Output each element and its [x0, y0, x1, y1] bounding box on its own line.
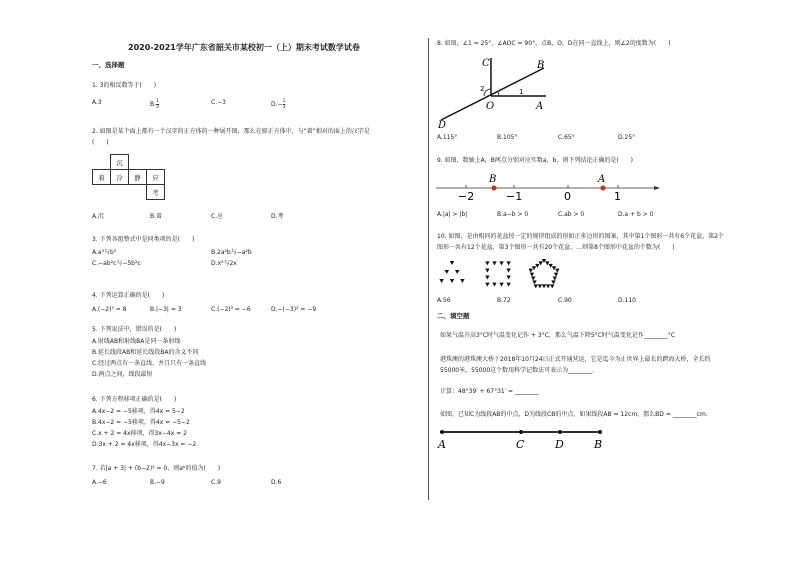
flower-pot-icon — [553, 277, 557, 281]
q2-option-a: A.沉 — [92, 213, 104, 220]
q7-option-c: C.9 — [211, 479, 221, 486]
q10-stem: 10. 如图，是由相同的花盆按一定的规律组成的形如正多边形的图案，其中第1个图形一共有6个花盆，第2个 — [437, 233, 724, 240]
flower-pot-icon — [531, 277, 535, 281]
cube-face-4: 应 — [147, 170, 165, 185]
q14-label-c: C — [516, 438, 525, 451]
q8-label-c: C — [482, 58, 490, 69]
q9-option-c: C.ab > 0 — [558, 211, 585, 218]
q8-label-b: B — [537, 60, 545, 71]
q14-label-d: D — [555, 438, 564, 451]
flower-pot-icon — [460, 279, 464, 283]
q8-label-d: D — [438, 120, 447, 131]
page-title: 2020-2021学年广东省韶关市某校初一（上）期末考试数学试卷 — [128, 43, 360, 52]
q3-option-a: A.a³与b³ — [92, 249, 117, 256]
q6-option-c: C.x + 2 = 4x移项，得3x−4x = 2 — [92, 430, 187, 437]
q8-label-a: A — [536, 101, 544, 112]
q2-option-b: B.着 — [150, 213, 163, 220]
section-choice-heading: 一、选择题 — [92, 61, 125, 69]
flower-pot-icon — [485, 283, 489, 287]
q9-label-a: A — [598, 174, 606, 185]
q10-pattern-figure — [436, 258, 566, 290]
flower-pot-icon — [506, 268, 510, 272]
q3-stem: 3. 下列各组整式中是同类项的是( ) — [92, 236, 195, 243]
flower-pot-icon — [546, 284, 550, 288]
q14-label-b: B — [594, 438, 603, 451]
flower-pot-icon — [554, 273, 558, 277]
flower-pot-icon — [550, 284, 554, 288]
flower-pot-icon — [492, 283, 496, 287]
flower-pot-icon — [530, 273, 534, 277]
flower-pot-icon — [532, 280, 536, 284]
q5-option-d: D.两点之间，线段最短 — [92, 371, 153, 378]
q8-label-1: 1 — [519, 88, 524, 96]
cube-net — [92, 154, 165, 200]
flower-pot-icon — [499, 283, 503, 287]
q5-option-a: A.射线AB和射线BA是同一条射线 — [92, 338, 181, 345]
flower-pot-icon — [551, 280, 555, 284]
q9-point-a — [600, 185, 605, 190]
q1-option-d: D.− $\frac{1}{3}$ — [271, 99, 286, 110]
q8-option-b: B.105° — [497, 134, 518, 141]
section-fill-heading: 二、填空题 — [437, 312, 470, 320]
cube-face-2: 冷 — [111, 170, 129, 185]
q8-option-d: D.25° — [618, 134, 636, 141]
column-divider — [428, 38, 429, 500]
q3-option-d: D.x²与2x — [211, 260, 237, 267]
q7-stem: 7. 若|a + 3| + (b−2)² = 0，则aᵇ的值为( ) — [92, 465, 221, 472]
flower-pot-icon — [506, 283, 510, 287]
q9-point-b — [491, 185, 496, 190]
q9-option-d: D.a + b > 0 — [618, 211, 654, 218]
cube-face-1: 着 — [93, 170, 111, 185]
flower-pot-icon — [485, 261, 489, 265]
q12-text: 港珠澳的港珠澳大桥于2018年10月24日正式开通营运，它是迄今为止世界上最长的跨海大桥，全长约 — [440, 356, 711, 363]
q6-option-b: B.4x−2 = −5移项，得4x = −5−2 — [92, 419, 190, 426]
q4-option-a: A.(−2)³ = 8 — [92, 306, 127, 313]
q9-label-b: B — [489, 174, 497, 185]
flower-pot-icon — [555, 269, 559, 273]
flower-pot-icon — [548, 264, 552, 268]
q2-stem-paren: ( ) — [92, 139, 109, 146]
q10-option-c: C.90 — [558, 297, 572, 304]
q2-option-d: D.考 — [271, 213, 284, 220]
q14-text: 如图，已知C为线段AB的中点，D为线段CB的中点，如果线段AB = 12cm，那么BD = ________cm. — [440, 411, 708, 418]
q10-option-b: B.72 — [497, 297, 511, 304]
q10-stem-cont: 图形一共有12个花盆，第3个图形一共有20个花盆，…则第8个图形中花盆的个数为( ) — [437, 244, 675, 251]
flower-pot-icon — [492, 261, 496, 265]
flower-pot-icon — [450, 261, 454, 265]
flower-pot-icon — [542, 284, 546, 288]
q11-text: 如果气温升高3°C时气温变化记作 + 3°C，那么气温下降5°C时气温变化记作________°C — [440, 332, 676, 339]
flower-pot-icon — [535, 264, 539, 268]
q12-text-cont: 55000米，55000这个数用科学记数法可表示为________. — [440, 367, 595, 374]
q9-tick-1: 1 — [614, 190, 621, 203]
q5-option-c: C.经过两点有一条直线，并且只有一条直线 — [92, 360, 207, 367]
q9-option-a: A.|a| > |b| — [437, 211, 468, 218]
flower-pot-icon — [528, 269, 532, 273]
flower-pot-icon — [545, 261, 549, 265]
q5-option-b: B.延长线段AB和延长线段BA的含义不同 — [92, 349, 199, 356]
flower-pot-icon — [534, 284, 538, 288]
q4-option-c: C.(−2)³ = −6 — [211, 306, 251, 313]
flower-pot-icon — [538, 284, 542, 288]
q1-option-a: A.3 — [92, 99, 102, 106]
q10-option-a: A.56 — [437, 297, 451, 304]
q4-option-d: D.−(−3)² = −9 — [271, 306, 317, 313]
q1-stem: 1. 3的相反数等于( ) — [92, 82, 157, 89]
q8-label-o: O — [486, 101, 495, 112]
q9-tick-0: 0 — [564, 190, 571, 203]
q9-tick-m1: −1 — [506, 190, 523, 203]
flower-pot-icon — [532, 266, 536, 270]
q3-option-b: B.2a²b与−a²b — [211, 249, 252, 256]
flower-pot-icon — [439, 279, 443, 283]
q8-label-2: 2 — [480, 85, 485, 93]
q8-stem: 8. 如图，∠1 = 25°，∠AOC = 90°，点B，O，D在同一直线上，则∠2的度数为( ) — [437, 40, 671, 47]
cube-face-3: 静 — [129, 170, 147, 185]
flower-pot-icon — [499, 261, 503, 265]
q6-option-d: D.3x + 2 = 4x移项，得4x−3x = −2 — [92, 441, 197, 448]
flower-pot-icon — [538, 261, 542, 265]
q8-angle-figure — [436, 52, 556, 131]
q9-tick-m2: −2 — [458, 190, 475, 203]
q1-option-c: C.−3 — [211, 99, 226, 106]
cube-face-top: 沉 — [111, 155, 129, 170]
q7-option-b: B.−9 — [150, 479, 165, 486]
q6-option-a: A.4x−2 = −5移项，得4x = 5−2 — [92, 408, 185, 415]
q8-option-c: C.65° — [558, 134, 575, 141]
q7-option-d: D.6 — [271, 479, 282, 486]
q1-option-b: B. $\frac{1}{3}$ — [150, 99, 159, 110]
q3-option-c: C.−ab²c与−5b²c — [92, 260, 141, 267]
q8-option-a: A.115° — [437, 134, 458, 141]
flower-pot-icon — [552, 266, 556, 270]
flower-pot-icon — [506, 261, 510, 265]
q14-segment-figure — [436, 426, 608, 452]
cube-face-bottom: 考 — [147, 185, 165, 200]
q4-stem: 4. 下列运算正确的是( ) — [92, 292, 165, 299]
q7-option-a: A.−6 — [92, 479, 107, 486]
q2-stem: 2. 如图是某个面上都有一个汉字的正方体的一种展开图，那么在原正方体中，与“着”相对的面上的汉字是 — [92, 128, 370, 135]
q9-option-b: B.a−b > 0 — [497, 211, 529, 218]
flower-pot-icon — [542, 259, 546, 263]
q4-option-b: B.|−3| = 3 — [150, 306, 182, 313]
flower-pot-icon — [445, 270, 449, 274]
q5-stem: 5. 下列说法中，错误的是( ) — [92, 326, 177, 333]
q9-stem: 9. 如图，数轴上A，B两点分别对应实数a，b，则下列结论正确的是( ) — [437, 157, 634, 164]
q9-number-line — [436, 170, 662, 206]
flower-pot-icon — [506, 276, 510, 280]
q6-stem: 6. 下列方程移项正确的是( ) — [92, 396, 177, 403]
q14-label-a: A — [438, 438, 446, 451]
flower-pot-icon — [485, 276, 489, 280]
flower-pot-icon — [485, 268, 489, 272]
q10-option-d: D.110 — [618, 297, 636, 304]
flower-pot-icon — [455, 270, 459, 274]
flower-pot-icon — [450, 279, 454, 283]
q2-option-c: C.应 — [211, 213, 224, 220]
q13-text: 计算：48°39′ + 67°31′ = ________ — [440, 388, 539, 395]
